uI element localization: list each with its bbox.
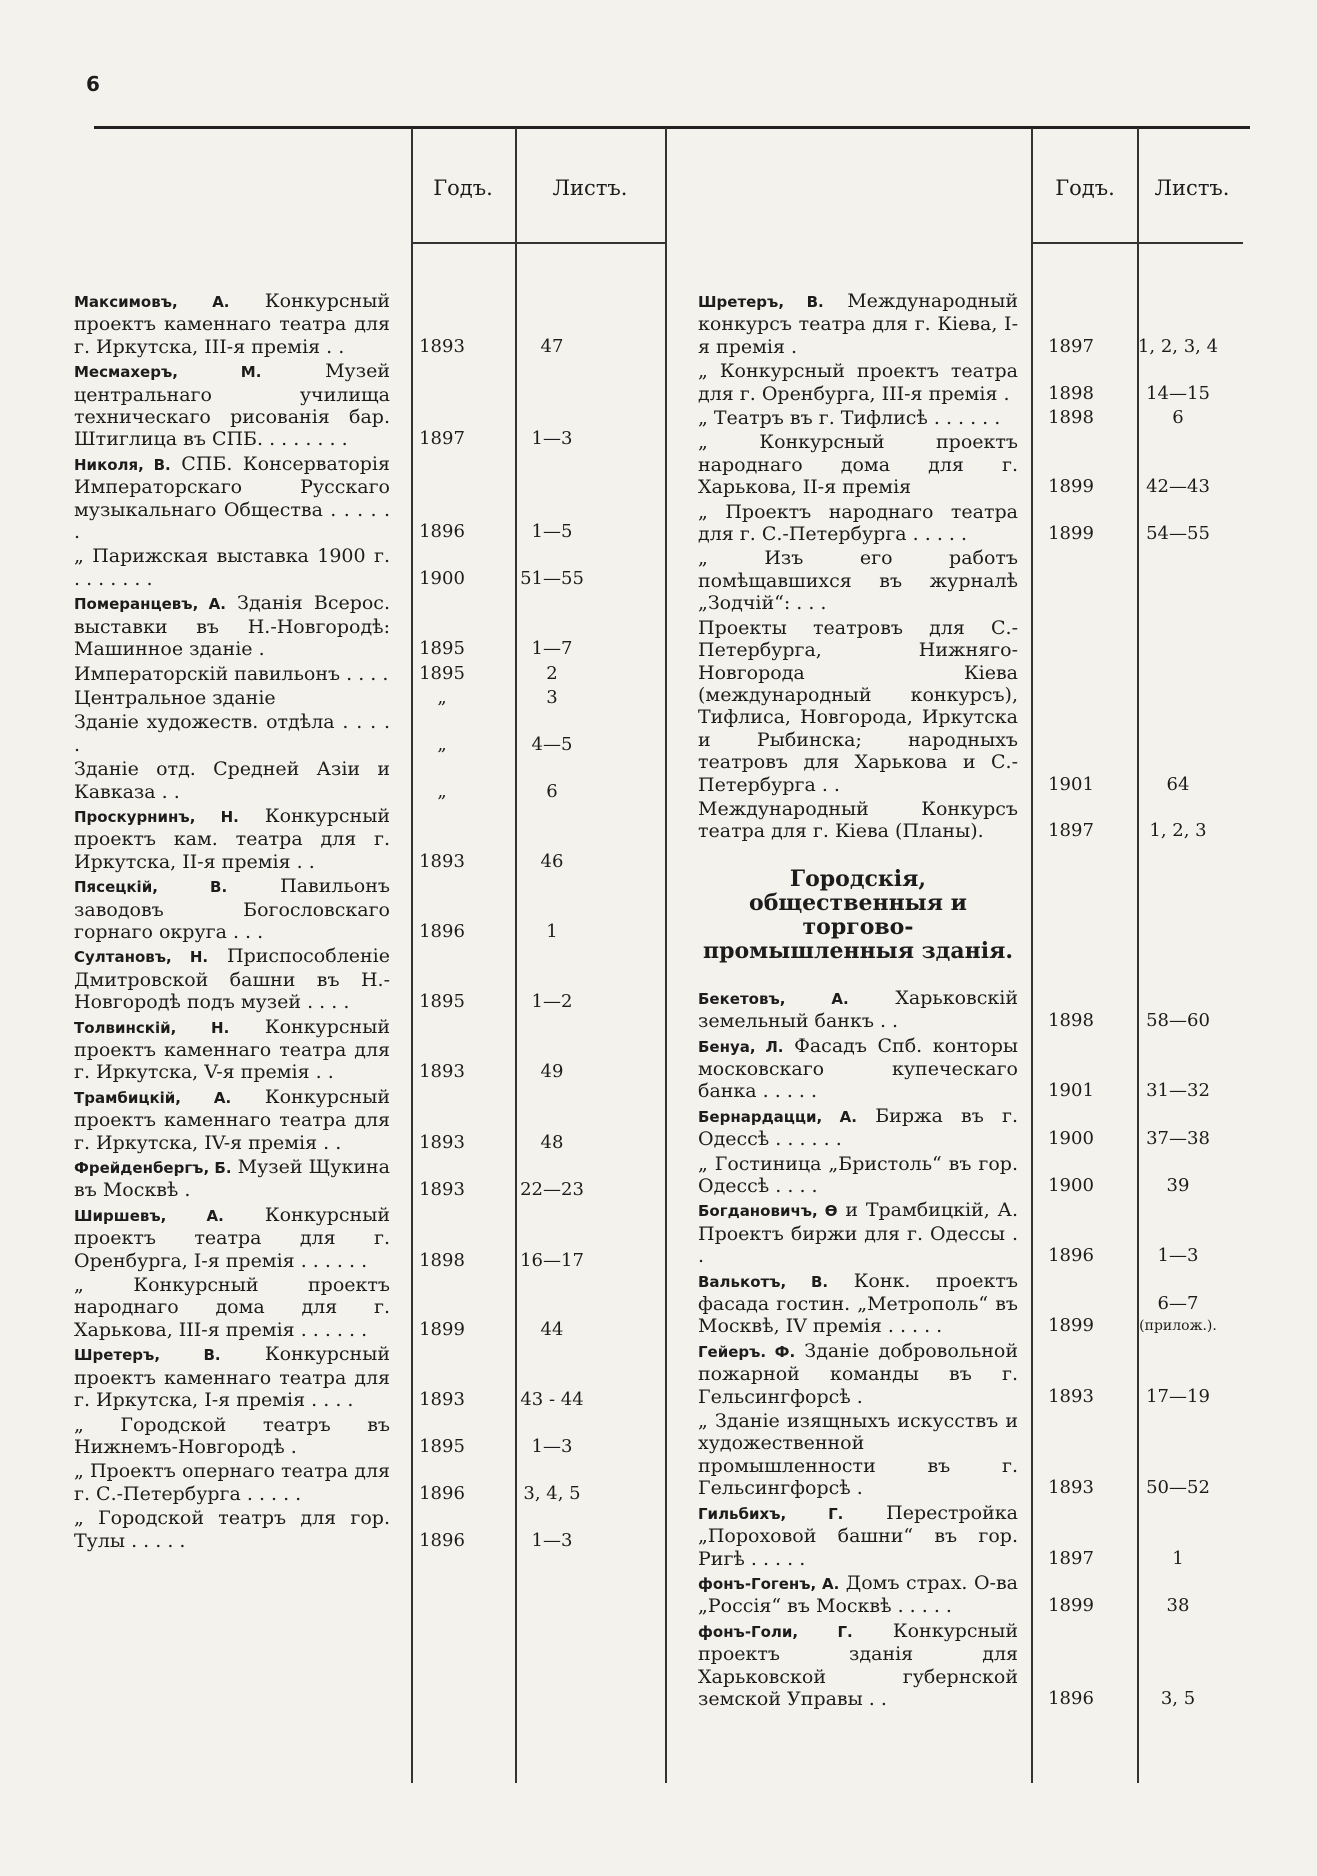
entry-year: 1897 [419,428,465,450]
entry-author: Фрейденбергъ, Б. [74,1159,232,1178]
entry-author: Месмахеръ, М. [74,363,262,382]
entry-year: 1899 [1048,1315,1094,1337]
entry-year: 1896 [419,521,465,543]
entry-author: Ширшевъ, А. [74,1206,224,1225]
entry-sheet-value: 51—55 [520,567,584,589]
entry-author: Толвинскій, Н. [74,1018,230,1037]
entry-sheet-value: 1—3 [531,428,573,450]
entry-description: „ Проектъ опернаго театра для г. С.-Петербурга . . . . . [74,1460,390,1505]
entry-row [0,1572,1232,1620]
entry-year: 1898 [419,1249,465,1271]
entry-year: 1895 [419,991,465,1013]
entry-year: 1899 [1048,476,1094,498]
entry-sheet-value: 1 [1172,1547,1184,1569]
entry-description: Конк. проектъ фасада гостин. „Метрополь“ въ Москвѣ, IV премія . . . . . [698,1269,1018,1338]
entry-sheet-value: 1 [546,920,558,942]
entry-description: Конкурсный проектъ каменнаго театра для г. Иркутска, I-я премія . . . . [74,1343,390,1412]
entry-row [0,1340,1232,1410]
entry-description: Музей Щукина въ Москвѣ . [74,1156,391,1202]
entry-description: Павильонъ заводовъ Богословскаго горнаго округа . . . [74,875,390,943]
entry-description: „ Конкурсный проектъ театра для г. Оренбурга, III-я премія . [698,360,1018,405]
entry-year: „ [437,733,447,755]
entry-sheet-value: 2 [546,662,558,684]
entry-sheet-value: 50—52 [1146,1477,1210,1499]
entry-description: „ Проектъ народнаго театра для г. С.-Петербурга . . . . . [698,500,1018,546]
entry-description: Конкурсный проектъ зданія для Харьковской губернской земской Управы . . [698,1619,1018,1710]
entry-sheet-value: 1, 2, 3 [1149,820,1207,842]
entry-sheet-value: 6 [546,780,558,802]
entry-sheet-value: 17—19 [1146,1385,1210,1407]
entry-year: 1893 [419,1389,465,1411]
entry-sheet-value: 6 [1172,407,1184,429]
entry-description: Конкурсный проектъ театра для г. Оренбурга, I-я премія . . . . . . [74,1203,390,1272]
entry-sheet-value: 1—5 [531,521,573,543]
entry-sheet-value: 47 [540,335,564,357]
entry-description: Центральное зданіе [74,686,276,709]
entry-year: 1900 [1048,1128,1094,1150]
entry-text [0,290,1018,358]
entry-sheet-value: 1—3 [531,1435,573,1457]
entry-year: 1896 [1048,1245,1094,1267]
entry-description: и Трамбицкій, А. Проектъ биржи для г. Одессы . . [698,1199,1018,1268]
entry-author: Трамбицкій, А. [74,1088,232,1107]
entry-text [0,407,1018,429]
entry-row [0,798,1232,845]
section-heading [0,867,1232,965]
entry-sheet-value: 6—7 [1157,1293,1199,1315]
entry-text [0,1339,1018,1411]
entry-year: 1901 [1048,773,1094,795]
entry-year: 1899 [1048,1595,1094,1617]
entry-sheet [1124,1595,1232,1617]
entry-sheet [1124,1386,1232,1408]
entry-text [0,798,1018,843]
entry-text [0,617,1018,796]
entry-sheet-value: 3, 5 [1160,1687,1196,1709]
entry-sheet [1124,1080,1232,1102]
entry-sheet-value: 54—55 [1146,523,1210,545]
header-rule-right [1033,242,1243,244]
entry-year: 1893 [1048,1385,1094,1407]
entry-year: 1897 [1048,335,1094,357]
entry-description: Зданіе добровольной пожарной команды въ г. Гельсингфорсѣ . [698,1339,1018,1408]
entry-year: 1893 [419,1131,465,1153]
entry-description: Зданіе художеств. отдѣла . . . . . [74,711,390,756]
entry-sheet-value: 48 [540,1131,564,1153]
entry-sheet-value: 46 [540,850,564,872]
entry-author: Шретеръ, В. [74,1346,221,1365]
entry-description: Музей центральнаго училища техническаго рисованія бар. Штиглица въ СПБ. . . . . . . . [74,360,390,451]
entry-description: „ Конкурсный проектъ народнаго дома для г. Харькова, III-я премія . . . . . . [74,1274,390,1341]
entry-row [0,1153,1232,1200]
header-year-left: Годъ. [433,176,493,200]
entry-text [0,547,1018,614]
entry-sheet-value: 31—32 [1146,1080,1210,1102]
entry-sheet-value: 3 [546,686,558,708]
entry-description: „ Парижская выставка 1900 г. . . . . . . . [74,545,390,590]
entry-author: Гильбихъ, Г. [698,1504,844,1523]
entry-sheet-note: (прилож.). [1139,1318,1217,1335]
entry-year: 1898 [1048,1010,1094,1032]
entry-text [0,1502,1018,1570]
entry-sheet-value: 4—5 [531,733,573,755]
entry-row [0,1199,1232,1269]
entry-sheet [1124,407,1232,429]
entry-description: Харьковскій земельный банкъ . . [698,986,1018,1033]
entry-text [0,1620,1018,1711]
entry-sheet-value: 39 [1166,1175,1190,1196]
entry-sheet-value: 64 [1166,773,1190,795]
entry-description: „ Городской театръ въ Нижнемъ-Новгородѣ . [74,1413,390,1458]
entry-sheet [1124,1245,1232,1267]
entry-year: 1897 [1048,1547,1094,1569]
entry-row [0,547,1232,616]
entry-row [0,617,1232,798]
entry-year: 1897 [1048,820,1094,842]
entry-year: 1893 [419,1061,465,1083]
entry-sheet [1124,476,1232,498]
entry-sheet-value: 22—23 [520,1179,584,1201]
entry-sheet-value: 16—17 [520,1249,584,1271]
entry-row [0,1502,1232,1572]
entry-author: Проскурнинъ, Н. [74,807,239,826]
entry-row [0,431,1232,500]
entry-year: 1895 [419,638,465,660]
entry-row [0,290,1232,360]
header-year-right: Годъ. [1055,176,1115,200]
entry-sheet-value: 38 [1166,1595,1190,1617]
entry-author: Бекетовъ, А. [698,989,849,1008]
right-column [0,290,1232,1712]
entry-year: 1901 [1048,1080,1094,1102]
entry-author: Султановъ, Н. [74,948,209,967]
entry-sheet [1124,1128,1232,1150]
entry-description: „ Городской театръ для гор. Тулы . . . . . [74,1507,390,1552]
entry-row [0,1270,1232,1340]
entry-sheet-value: 1—7 [531,638,573,660]
entry-text [0,1572,1018,1618]
entry-row [0,360,1232,407]
entry-year: 1899 [1048,523,1094,545]
entry-sheet-value: 37—38 [1146,1128,1210,1150]
entry-author: Богдановичъ, Ѳ [698,1202,838,1221]
entry-author: Валькотъ, В. [698,1272,829,1291]
entry-sheet-value: 49 [540,1061,564,1083]
entry-text [0,1105,1018,1151]
entry-text [0,1199,1018,1267]
entry-row [0,501,1232,548]
entry-row [0,987,1232,1035]
entry-author: фонъ-Гогенъ, А. [698,1574,840,1593]
entry-year: 1896 [419,920,465,942]
entry-sheet-value: 1—2 [531,991,573,1013]
entry-text [0,1152,1018,1201]
entry-author: Шретеръ, В. [698,293,824,311]
entry-sheet [1124,774,1232,796]
entry-year: 1899 [419,1318,465,1340]
entry-row [0,1620,1232,1713]
entry-text [0,1270,1018,1338]
entry-sheet-value: 43 - 44 [520,1389,584,1411]
section-title: Городскія, общественныя и торгово-промышленныя зданія. [703,865,1013,964]
entry-author: Померанцевъ, А. [74,595,226,614]
entry-sheet-value: 3, 4, 5 [523,1482,581,1504]
entry-year: 1893 [419,1179,465,1201]
entry-description: Фасадъ Спб. конторы московскаго купеческаго банка . . . . . [698,1034,1018,1103]
entry-text [0,501,1018,546]
entry-year: 1896 [419,1529,465,1551]
entry-description: Императорскій павильонъ . . . . [74,662,389,685]
entry-row [0,1410,1232,1505]
entry-sheet-value: 42—43 [1146,476,1210,498]
entry-sheet [1124,1688,1232,1710]
header-rule-left [411,242,665,244]
entry-description: Конкурсный проектъ каменнаго театра для г. Иркутска, III-я премія . . [74,290,390,358]
entry-text [0,987,1018,1033]
entry-author: Пясецкій, В. [74,878,228,897]
entry-year: 1898 [1048,382,1094,404]
entry-text [0,360,1018,405]
entry-description: Перестройка „Пороховой башни“ въ гор. Ригѣ . . . . . [698,1501,1018,1570]
entry-text [0,431,1018,498]
entry-year: 1896 [1048,1687,1094,1709]
entry-description: „ Изъ его работъ помѣщавшихся въ журналѣ „Зодчій“: . . . [698,547,1018,615]
header-sheet-left: Листъ. [552,176,628,200]
entry-year: 1893 [1048,1477,1094,1499]
top-rule [94,126,1250,129]
entry-description: Международный конкурсъ театра для г. Кіева, I-я премія . [698,290,1018,358]
entry-description: „ Конкурсный проектъ народнаго дома для г. Харькова, II-я премія [698,431,1018,499]
entry-description: „ Гостиница „Бристоль“ въ гор. Одессѣ . . . . [698,1152,1018,1197]
entry-row [0,1035,1232,1105]
entry-description: СПБ. Консерваторія Императорскаго Русскаго музыкальнаго Общества . . . . . . [74,452,390,544]
entry-description: Конкурсный проектъ кам. театра для г. Иркутска, II-я премія . . [74,804,390,873]
entry-year: „ [437,686,447,708]
entry-sheet-value: 58—60 [1146,1010,1210,1032]
entry-sheet [1124,383,1232,405]
entry-text [0,1035,1018,1103]
entry-description: Международный Конкурсъ театра для г. Кіева (Планы). [698,797,1018,843]
header-sheet-right: Листъ. [1154,176,1230,200]
entry-sheet-value: 14—15 [1146,382,1210,404]
entry-year: 1893 [419,850,465,872]
entry-description: „ Зданіе изящныхъ искусствъ и художественной промышленности въ г. Гельсингфорсѣ . [698,1410,1018,1500]
entry-year: 1895 [419,1435,465,1457]
entry-sheet [1124,820,1232,842]
entry-description: Биржа въ г. Одессѣ . . . . . . [698,1104,1019,1151]
entry-description: Конкурсный проектъ каменнаго театра для г. Иркутска, V-я премія . . [74,1015,390,1084]
entry-author: Бернардацци, А. [698,1107,857,1126]
entry-sheet-value: 44 [540,1318,564,1340]
entry-sheet-value: 1, 2, 3, 4 [1137,335,1219,357]
entry-description: Конкурсный проектъ каменнаго театра для г. Иркутска, IV-я премія . . [74,1085,391,1154]
entry-sheet [1124,1010,1232,1032]
entry-year: „ [437,780,447,802]
entry-year: 1900 [1048,1175,1094,1196]
entry-description: Зданія Всерос. выставки въ Н.-Новгородѣ: Машинное зданіе . [74,592,390,661]
entry-row [0,1105,1232,1153]
entry-sheet [1124,1477,1232,1499]
entry-sheet [1124,1293,1232,1338]
entry-year: 1898 [1048,407,1094,429]
entry-author: Максимовъ, А. [74,293,230,311]
entry-year: 1896 [419,1482,465,1504]
entry-sheet-value: 1—3 [1157,1245,1199,1267]
entry-author: Бенуа, Л. [698,1037,784,1056]
entry-sheet [1124,336,1232,358]
entry-author: Николя, В. [74,455,171,474]
entry-text [0,1410,1018,1500]
entry-description: Приспособленіе Дмитровской башни въ Н.-Новгородѣ подъ музей . . . . [74,945,390,1014]
entry-sheet [1124,1175,1232,1197]
entry-description: Проекты театровъ для С.-Петербурга, Нижняго-Новгорода Кіева (международный конкурсъ), Тифлиса, Новгорода, Иркутска и Рыбинска; народныхъ театровъ для Харькова и С.-Петербурга . . [698,616,1018,796]
entry-year: 1893 [419,335,465,357]
entry-sheet [1124,1548,1232,1570]
entry-sheet-value: 1—3 [531,1529,573,1551]
entry-year: 1900 [419,567,465,589]
entry-description: Зданіе отд. Средней Азіи и Кавказа . . [74,758,390,803]
entry-year: 1895 [419,662,465,684]
entry-author: Гейеръ. Ф. [698,1342,796,1361]
entry-description: Домъ страх. О-ва „Россія“ въ Москвѣ . . . . . [698,1571,1018,1618]
entry-row [0,407,1232,431]
entry-sheet [1124,523,1232,545]
page-number: 6 [86,72,100,96]
entry-description: „ Театръ въ г. Тифлисѣ . . . . . . [698,407,1001,430]
entry-author: фонъ-Голи, Г. [698,1622,853,1641]
